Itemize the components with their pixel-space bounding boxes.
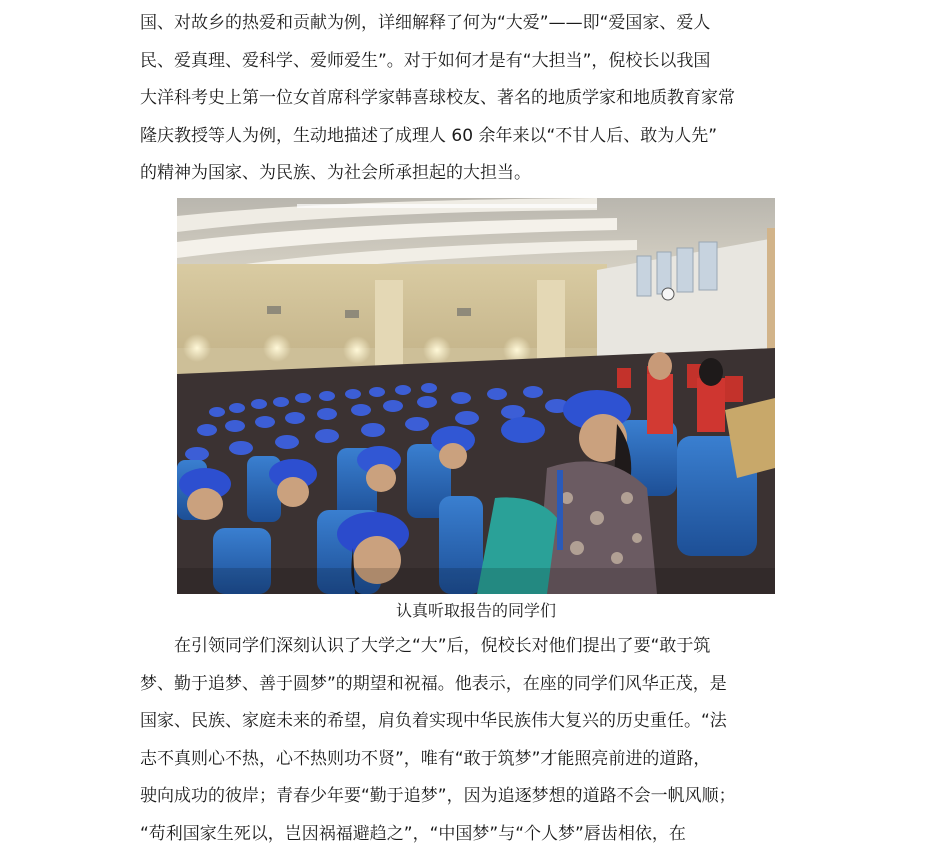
text-line: 在引领同学们深刻认识了大学之“大”后，倪校长对他们提出了要“敢于筑 (140, 636, 711, 656)
text-line: 驶向成功的彼岸；青春少年要“勤于追梦”，因为追逐梦想的道路不会一帆风顺； (140, 786, 736, 806)
text-line: 国家、民族、家庭未来的希望，肩负着实现中华民族伟大复兴的历史重任。“法 (140, 711, 727, 731)
text-line: “苟利国家生死以，岂因祸福避趋之”，“中国梦”与“个人梦”唇齿相依，在 (140, 823, 686, 844)
paragraph-top (140, 5, 735, 193)
text-line: 大洋科考史上第一位女首席科学家韩喜球校友、著名的地质学家和地质教育家常 (140, 88, 735, 108)
text-line: 民、爱真理、爱科学、爱师爱生”。对于如何才是有“大担当”，倪校长以我国 (140, 50, 711, 71)
paragraph-bottom (140, 628, 736, 853)
auditorium-photo (177, 198, 775, 594)
photo-caption: 认真听取报告的同学们 (395, 601, 556, 620)
text-line: 的精神为国家、为民族、为社会所承担起的大担当。 (140, 163, 531, 183)
text-line: 志不真则心不热，心不热则功不贤”，唯有“敢于筑梦”才能照亮前进的道路， (140, 748, 711, 769)
text-line: 国、对故乡的热爱和贡献为例，详细解释了何为“大爱”——即“爱国家、爱人 (140, 13, 711, 33)
text-line: 梦、勤于追梦、善于圆梦”的期望和祝福。他表示，在座的同学们风华正茂，是 (140, 673, 727, 694)
text-line: 隆庆教授等人为例，生动地描述了成理人 60 余年来以“不甘人后、敢为人先” (140, 125, 718, 146)
